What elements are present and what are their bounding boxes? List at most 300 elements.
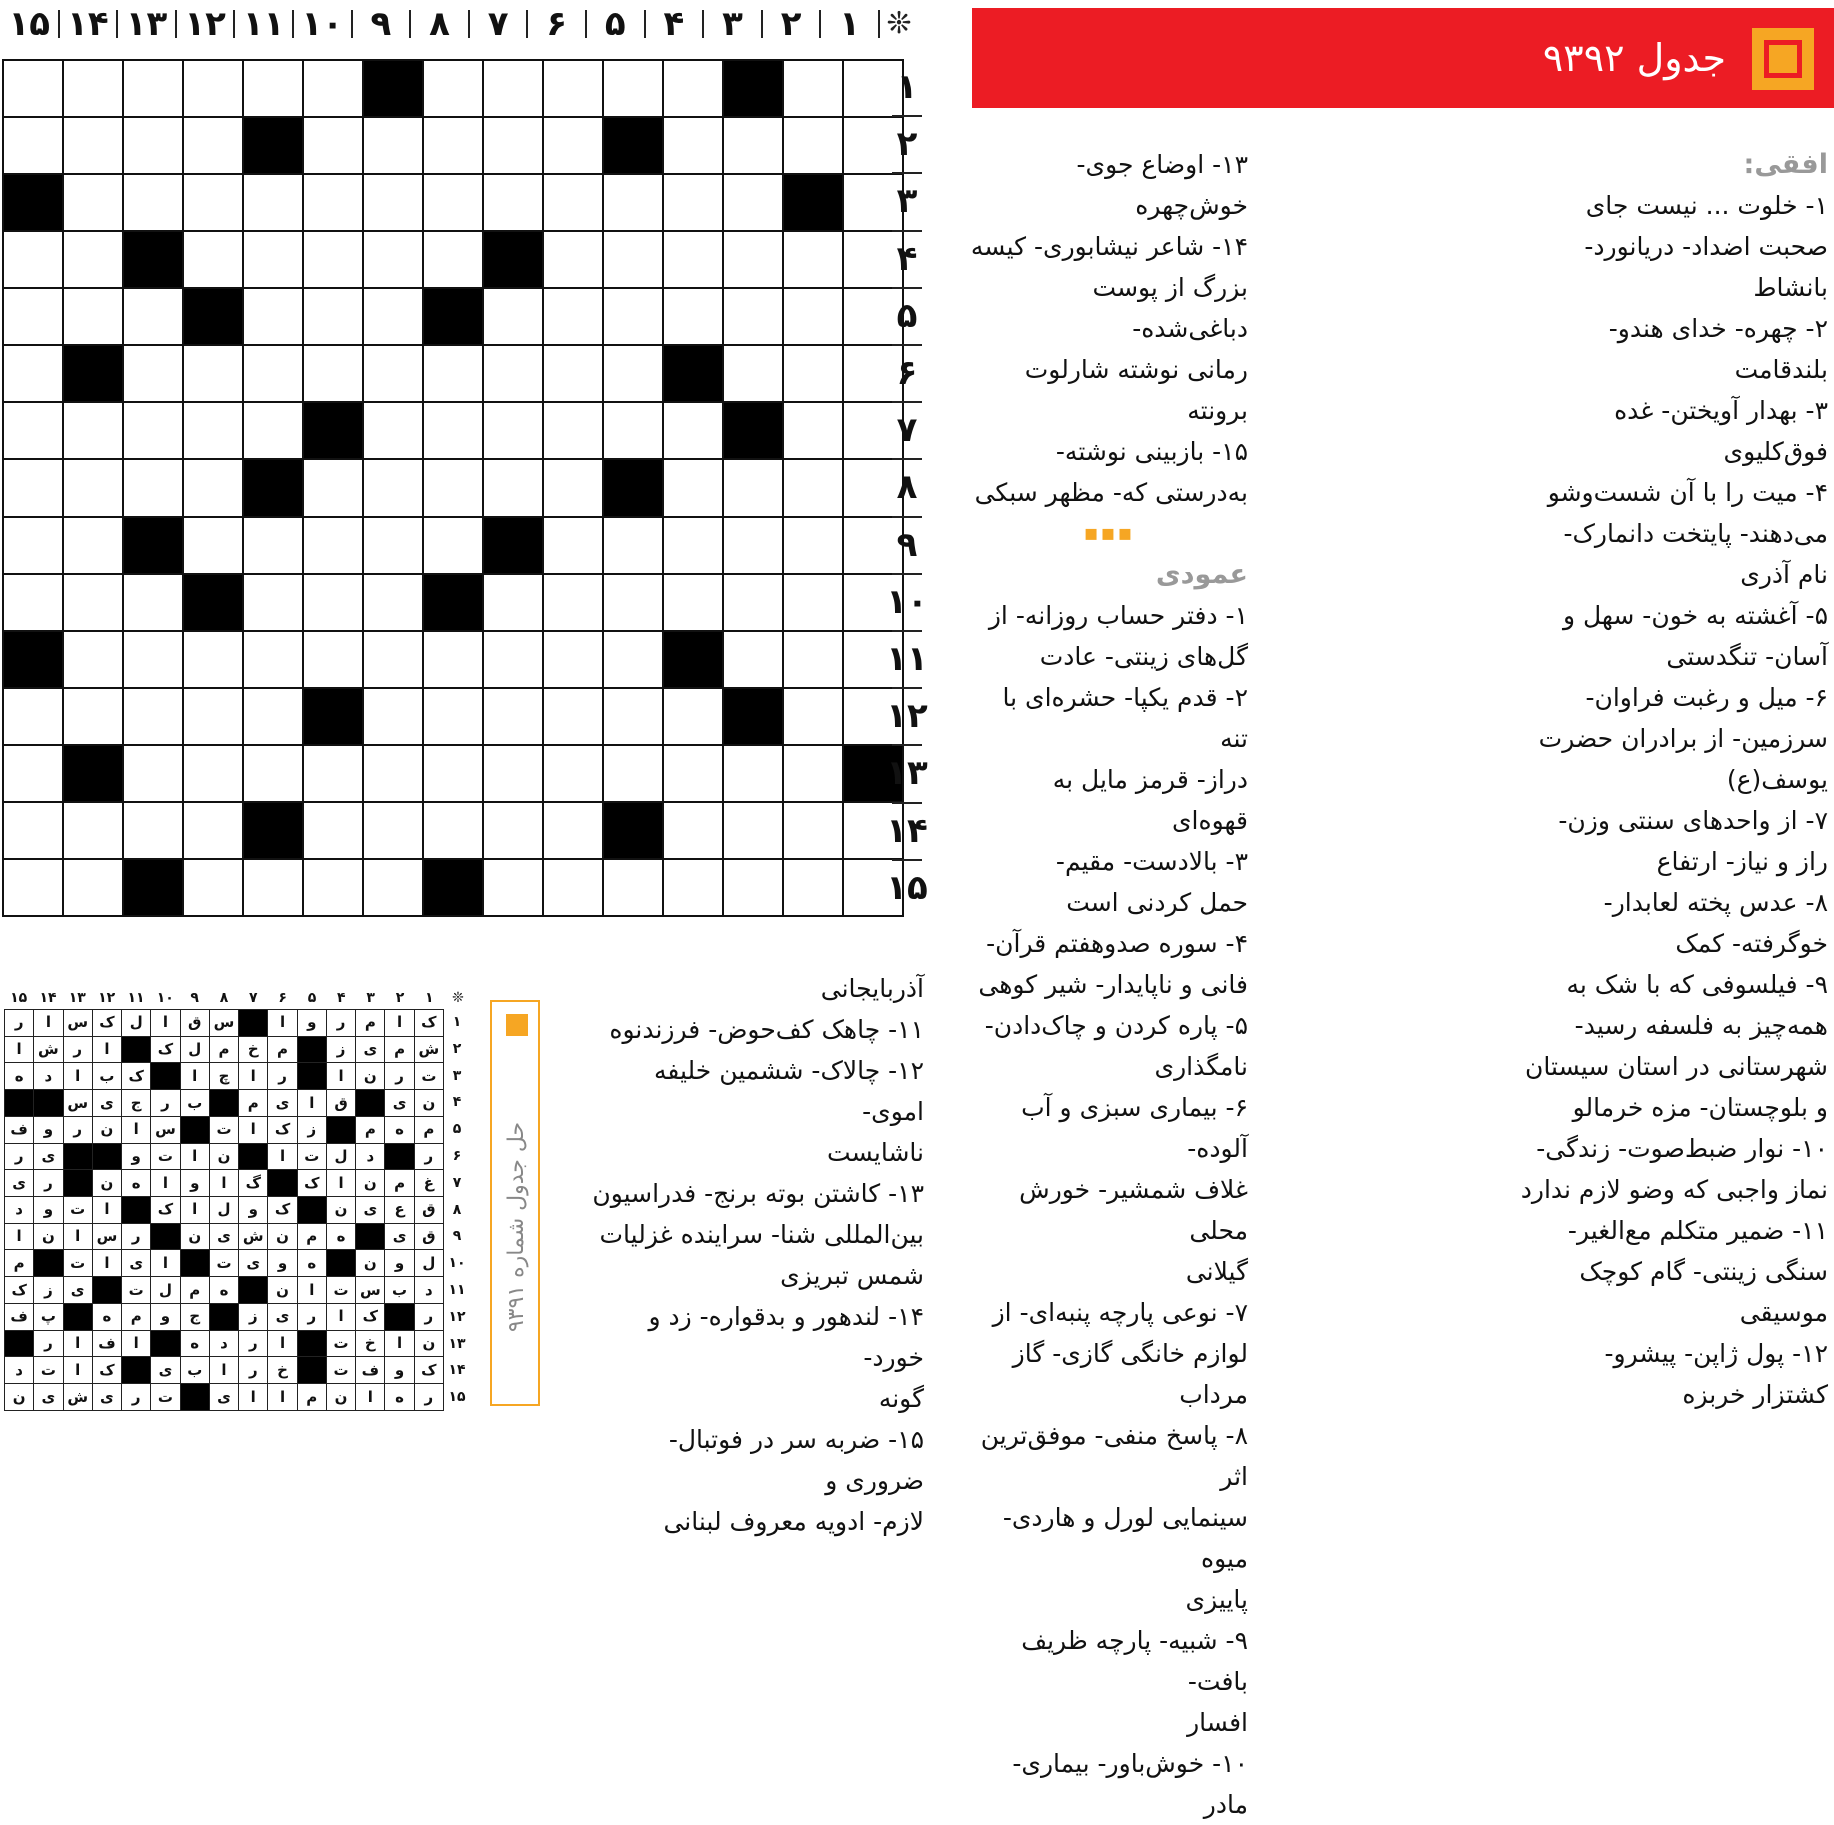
clue-line: دراز- قرمز مایل به قهوه‌ای <box>1052 765 1248 835</box>
solution-cell: و <box>239 1197 268 1224</box>
grid-cell[interactable] <box>363 231 423 288</box>
solution-cell: م <box>356 1116 385 1143</box>
grid-cell[interactable] <box>783 631 843 688</box>
solution-cell: ک <box>268 1116 297 1143</box>
grid-cell[interactable] <box>3 231 63 288</box>
grid-cell[interactable] <box>783 60 843 117</box>
grid-cell[interactable] <box>603 231 663 288</box>
solution-row-number: ۸ <box>452 1201 462 1218</box>
grid-cell[interactable] <box>543 517 603 574</box>
grid-cell[interactable] <box>723 288 783 345</box>
solution-cell: ی <box>5 1170 34 1197</box>
grid-cell[interactable] <box>243 517 303 574</box>
solution-cell: ت <box>63 1250 92 1277</box>
solution-cell: ا <box>268 1384 297 1411</box>
clue-line: حمل کردنی است <box>1066 888 1248 917</box>
grid-cell[interactable] <box>423 60 483 117</box>
grid-cell[interactable] <box>3 402 63 459</box>
grid-cell[interactable] <box>423 517 483 574</box>
grid-cell[interactable] <box>543 345 603 402</box>
clue-line: نماز واجبی که وضو لازم ندارد <box>1520 1175 1828 1204</box>
solution-cell-black <box>180 1116 209 1143</box>
grid-cell[interactable] <box>63 631 123 688</box>
clue-line: گونه <box>878 1384 924 1413</box>
grid-cell[interactable] <box>243 859 303 916</box>
solution-cell: ر <box>122 1384 151 1411</box>
solution-cell: ر <box>414 1303 443 1330</box>
solution-row <box>5 1303 444 1330</box>
grid-cell[interactable] <box>63 517 123 574</box>
solution-cell-black <box>151 1063 180 1090</box>
grid-cell[interactable] <box>603 517 663 574</box>
grid-cell[interactable] <box>243 574 303 631</box>
solution-cell: ن <box>326 1197 355 1224</box>
grid-cell-black <box>423 288 483 345</box>
solution-cell: ن <box>92 1170 121 1197</box>
column-number-header <box>0 0 940 48</box>
clue-line: یوسف(ع) <box>1726 765 1828 794</box>
grid-cell[interactable] <box>63 117 123 174</box>
grid-cell[interactable] <box>123 174 183 231</box>
grid-cell[interactable] <box>543 859 603 916</box>
solution-cell: و <box>151 1303 180 1330</box>
grid-cell[interactable] <box>663 117 723 174</box>
grid-cell[interactable] <box>723 859 783 916</box>
grid-cell[interactable] <box>3 117 63 174</box>
solution-cell: ت <box>151 1143 180 1170</box>
solution-cell: ک <box>5 1277 34 1304</box>
grid-cell[interactable] <box>183 688 243 745</box>
solution-cell: ی <box>356 1197 385 1224</box>
solution-cell: ف <box>92 1330 121 1357</box>
grid-cell[interactable] <box>723 231 783 288</box>
grid-cell[interactable] <box>123 288 183 345</box>
column-number: ۴ <box>663 4 685 44</box>
grid-cell[interactable] <box>63 802 123 859</box>
grid-cell[interactable] <box>183 802 243 859</box>
grid-cell[interactable] <box>543 631 603 688</box>
grid-cell[interactable] <box>63 231 123 288</box>
grid-cell[interactable] <box>363 517 423 574</box>
row-number: ۱۱ <box>886 639 928 679</box>
grid-cell[interactable] <box>723 802 783 859</box>
grid-cell[interactable] <box>603 288 663 345</box>
grid-cell[interactable] <box>63 402 123 459</box>
grid-row <box>3 688 903 745</box>
grid-cell[interactable] <box>303 117 363 174</box>
clue-line: پاییزی <box>1185 1585 1248 1614</box>
grid-cell[interactable] <box>363 859 423 916</box>
clue-line: ۴- میت را با آن شست‌وشو <box>1547 478 1828 507</box>
grid-cell-black <box>603 459 663 516</box>
clue-line: ۱۴- شاعر نیشابوری- کیسه <box>970 232 1248 261</box>
solution-cell: ل <box>180 1036 209 1063</box>
grid-cell[interactable] <box>303 802 363 859</box>
grid-cell[interactable] <box>303 345 363 402</box>
clue-line: ۹- شبیه- پارچه ظریف بافت- <box>1021 1626 1248 1696</box>
solution-cell: ا <box>180 1143 209 1170</box>
grid-cell[interactable] <box>3 802 63 859</box>
grid-cell[interactable] <box>543 459 603 516</box>
grid-cell[interactable] <box>183 459 243 516</box>
solution-cell: ا <box>63 1357 92 1384</box>
grid-cell[interactable] <box>663 859 723 916</box>
solution-cell-black <box>239 1277 268 1304</box>
solution-cell: ر <box>63 1116 92 1143</box>
grid-cell[interactable] <box>363 688 423 745</box>
solution-row <box>5 1250 444 1277</box>
grid-cell[interactable] <box>723 345 783 402</box>
grid-cell[interactable] <box>663 60 723 117</box>
grid-cell[interactable] <box>303 288 363 345</box>
solution-row-number: ۱۰ <box>448 1255 466 1272</box>
grid-cell[interactable] <box>183 231 243 288</box>
grid-cell[interactable] <box>543 802 603 859</box>
clue-line: خوش‌چهره <box>1135 191 1248 220</box>
grid-cell[interactable] <box>3 459 63 516</box>
grid-cell[interactable] <box>483 859 543 916</box>
solution-cell: م <box>414 1116 443 1143</box>
solution-cell: ن <box>92 1116 121 1143</box>
clue-line: گل‌های زینتی- عادت <box>1039 642 1248 671</box>
grid-cell[interactable] <box>303 60 363 117</box>
grid-cell[interactable] <box>123 402 183 459</box>
grid-cell-black <box>723 688 783 745</box>
grid-cell[interactable] <box>183 60 243 117</box>
solution-cell: گ <box>239 1170 268 1197</box>
solution-cell: و <box>297 1010 326 1037</box>
grid-cell[interactable] <box>663 688 723 745</box>
solution-cell: م <box>297 1384 326 1411</box>
solution-cell: ه <box>92 1303 121 1330</box>
grid-cell[interactable] <box>363 402 423 459</box>
grid-cell[interactable] <box>603 688 663 745</box>
grid-cell[interactable] <box>243 231 303 288</box>
grid-cell[interactable] <box>183 517 243 574</box>
solution-cell: ا <box>151 1250 180 1277</box>
grid-cell[interactable] <box>243 631 303 688</box>
solution-cell: و <box>385 1357 414 1384</box>
grid-cell[interactable] <box>123 745 183 802</box>
solution-cell: س <box>209 1010 238 1037</box>
grid-cell[interactable] <box>543 60 603 117</box>
grid-cell[interactable] <box>663 745 723 802</box>
grid-cell[interactable] <box>63 574 123 631</box>
grid-cell[interactable] <box>783 345 843 402</box>
grid-cell[interactable] <box>123 574 183 631</box>
grid-cell[interactable] <box>663 802 723 859</box>
grid-cell[interactable] <box>783 459 843 516</box>
grid-cell[interactable] <box>243 174 303 231</box>
solution-cell: ک <box>268 1197 297 1224</box>
grid-cell[interactable] <box>3 745 63 802</box>
grid-cell[interactable] <box>543 288 603 345</box>
solution-cell-black <box>385 1143 414 1170</box>
grid-cell[interactable] <box>243 288 303 345</box>
grid-cell[interactable] <box>783 231 843 288</box>
grid-cell[interactable] <box>243 402 303 459</box>
grid-cell[interactable] <box>603 745 663 802</box>
grid-cell[interactable] <box>603 60 663 117</box>
grid-cell[interactable] <box>63 688 123 745</box>
solution-cell: ی <box>34 1143 63 1170</box>
grid-cell[interactable] <box>723 745 783 802</box>
solution-cell: ا <box>356 1384 385 1411</box>
grid-cell[interactable] <box>3 574 63 631</box>
solution-row-number: ۹ <box>452 1228 462 1245</box>
grid-cell[interactable] <box>783 517 843 574</box>
grid-cell[interactable] <box>303 231 363 288</box>
solution-row <box>5 1384 444 1411</box>
grid-cell[interactable] <box>303 631 363 688</box>
grid-cell[interactable] <box>3 688 63 745</box>
solution-cell: ا <box>122 1330 151 1357</box>
solution-row <box>5 1090 444 1117</box>
clue-line: ۱۱- ضمیر متکلم مع‌الغیر- <box>1567 1216 1828 1245</box>
column-number: ۱۰ <box>301 4 344 44</box>
clue-line: صحبت اضداد- دریانورد- <box>1584 232 1828 261</box>
grid-cell[interactable] <box>183 745 243 802</box>
solution-cell: و <box>122 1143 151 1170</box>
grid-cell[interactable] <box>783 574 843 631</box>
solution-row <box>5 1277 444 1304</box>
grid-cell[interactable] <box>123 345 183 402</box>
grid-cell[interactable] <box>3 288 63 345</box>
solution-cell: ا <box>92 1036 121 1063</box>
grid-cell-black <box>723 60 783 117</box>
column-number: ۶ <box>546 4 568 44</box>
solution-row-number: ۲ <box>452 1040 462 1057</box>
solution-cell-black <box>151 1223 180 1250</box>
grid-cell[interactable] <box>723 117 783 174</box>
grid-cell[interactable] <box>363 459 423 516</box>
grid-cell[interactable] <box>723 631 783 688</box>
solution-cell: ت <box>326 1357 355 1384</box>
grid-cell[interactable] <box>543 231 603 288</box>
grid-cell[interactable] <box>483 802 543 859</box>
solution-cell-black <box>92 1143 121 1170</box>
grid-cell[interactable] <box>363 117 423 174</box>
grid-cell[interactable] <box>783 117 843 174</box>
grid-cell[interactable] <box>423 231 483 288</box>
grid-cell-black <box>303 402 363 459</box>
grid-cell[interactable] <box>723 574 783 631</box>
solution-column-number: ۵ <box>307 990 317 1006</box>
solution-cell: د <box>5 1357 34 1384</box>
grid-cell[interactable] <box>543 174 603 231</box>
grid-cell[interactable] <box>483 345 543 402</box>
grid-cell[interactable] <box>363 745 423 802</box>
grid-cell[interactable] <box>63 174 123 231</box>
grid-cell[interactable] <box>663 231 723 288</box>
solution-cell: ا <box>326 1063 355 1090</box>
clue-line: ۱۵- بازبینی نوشته- <box>1055 437 1248 466</box>
solution-cell: ر <box>326 1010 355 1037</box>
grid-cell[interactable] <box>123 459 183 516</box>
solution-column-number: ۷ <box>249 990 258 1006</box>
grid-cell[interactable] <box>243 745 303 802</box>
grid-cell[interactable] <box>183 345 243 402</box>
grid-cell[interactable] <box>183 174 243 231</box>
grid-cell[interactable] <box>123 631 183 688</box>
grid-cell[interactable] <box>243 60 303 117</box>
grid-cell[interactable] <box>723 174 783 231</box>
grid-cell[interactable] <box>543 117 603 174</box>
grid-cell[interactable] <box>303 574 363 631</box>
clue-line: فانی و ناپایدار- شیر کوهی <box>978 970 1248 999</box>
grid-cell[interactable] <box>603 174 663 231</box>
grid-cell[interactable] <box>783 859 843 916</box>
grid-cell-black <box>243 802 303 859</box>
title-bar <box>972 8 1834 108</box>
grid-cell[interactable] <box>603 402 663 459</box>
grid-cell[interactable] <box>483 117 543 174</box>
solution-cell: ی <box>268 1303 297 1330</box>
clue-line: گیلانی <box>1185 1257 1248 1286</box>
grid-cell[interactable] <box>483 402 543 459</box>
solution-row <box>5 1197 444 1224</box>
grid-cell[interactable] <box>303 517 363 574</box>
clue-line: آسان- تنگدستی <box>1666 642 1828 671</box>
solution-row <box>5 1170 444 1197</box>
grid-cell[interactable] <box>63 60 123 117</box>
solution-cell: ق <box>414 1197 443 1224</box>
grid-cell[interactable] <box>3 517 63 574</box>
grid-cell[interactable] <box>423 459 483 516</box>
grid-cell[interactable] <box>603 631 663 688</box>
row-number: ۱۴ <box>886 810 928 851</box>
grid-cell[interactable] <box>243 345 303 402</box>
grid-cell[interactable] <box>543 574 603 631</box>
grid-cell[interactable] <box>483 459 543 516</box>
grid-cell[interactable] <box>783 402 843 459</box>
grid-cell-black <box>603 117 663 174</box>
grid-cell[interactable] <box>663 402 723 459</box>
grid-cell[interactable] <box>183 631 243 688</box>
grid-cell[interactable] <box>363 802 423 859</box>
grid-cell[interactable] <box>423 174 483 231</box>
solution-column-number: ۸ <box>219 990 229 1006</box>
solution-cell: ر <box>239 1330 268 1357</box>
grid-cell[interactable] <box>723 459 783 516</box>
grid-cell[interactable] <box>483 574 543 631</box>
solution-cell: ر <box>268 1063 297 1090</box>
solution-cell: ی <box>34 1384 63 1411</box>
solution-cell: د <box>5 1197 34 1224</box>
grid-cell[interactable] <box>483 745 543 802</box>
grid-cell[interactable] <box>543 745 603 802</box>
grid-cell[interactable] <box>363 288 423 345</box>
solution-cell-black <box>356 1090 385 1117</box>
grid-cell[interactable] <box>603 859 663 916</box>
down-clue-list-continued <box>586 968 924 1542</box>
grid-cell[interactable] <box>423 802 483 859</box>
solution-row <box>5 1357 444 1384</box>
solution-cell: ن <box>356 1063 385 1090</box>
grid-cell[interactable] <box>363 574 423 631</box>
grid-cell[interactable] <box>3 345 63 402</box>
grid-cell[interactable] <box>543 402 603 459</box>
grid-cell[interactable] <box>123 802 183 859</box>
grid-cell[interactable] <box>663 459 723 516</box>
clue-line: می‌دهند- پایتخت دانمارک- <box>1563 519 1828 548</box>
row-number: ۵ <box>896 295 918 336</box>
grid-cell[interactable] <box>3 60 63 117</box>
grid-cell[interactable] <box>663 174 723 231</box>
solution-cell: د <box>356 1143 385 1170</box>
across-clues-column <box>1296 144 1828 1415</box>
grid-cell[interactable] <box>423 745 483 802</box>
grid-cell[interactable] <box>423 688 483 745</box>
column-number: ۲ <box>780 4 802 44</box>
grid-cell[interactable] <box>63 459 123 516</box>
grid-cell[interactable] <box>183 117 243 174</box>
grid-cell[interactable] <box>123 60 183 117</box>
grid-cell[interactable] <box>483 631 543 688</box>
grid-cell[interactable] <box>363 174 423 231</box>
grid-cell[interactable] <box>363 631 423 688</box>
grid-cell[interactable] <box>123 117 183 174</box>
solution-column-number: ۱۳ <box>68 990 86 1006</box>
solution-cell: ر <box>151 1090 180 1117</box>
row-number: ۱۵ <box>886 867 928 908</box>
grid-cell[interactable] <box>483 174 543 231</box>
clue-line: فوق‌کلیوی <box>1723 437 1828 466</box>
grid-cell[interactable] <box>423 631 483 688</box>
grid-cell[interactable] <box>183 402 243 459</box>
grid-cell[interactable] <box>663 517 723 574</box>
grid-cell[interactable] <box>603 574 663 631</box>
grid-cell[interactable] <box>783 688 843 745</box>
grid-cell[interactable] <box>303 859 363 916</box>
grid-cell[interactable] <box>3 859 63 916</box>
grid-cell[interactable] <box>303 459 363 516</box>
grid-cell[interactable] <box>783 288 843 345</box>
row-number: ۸ <box>896 467 918 508</box>
grid-cell[interactable] <box>723 517 783 574</box>
grid-cell[interactable] <box>63 859 123 916</box>
grid-cell[interactable] <box>783 802 843 859</box>
grid-cell[interactable] <box>483 60 543 117</box>
grid-cell[interactable] <box>783 745 843 802</box>
solution-cell: ا <box>92 1197 121 1224</box>
grid-cell[interactable] <box>423 402 483 459</box>
solution-cell-black <box>209 1303 238 1330</box>
solution-cell: ن <box>356 1250 385 1277</box>
grid-cell[interactable] <box>183 859 243 916</box>
grid-cell[interactable] <box>303 745 363 802</box>
grid-cell[interactable] <box>303 174 363 231</box>
clue-line: ۷- نوعی پارچه پنبه‌ای- از <box>992 1298 1248 1327</box>
grid-cell[interactable] <box>483 288 543 345</box>
grid-cell[interactable] <box>603 345 663 402</box>
grid-cell[interactable] <box>483 688 543 745</box>
grid-cell[interactable] <box>663 288 723 345</box>
grid-cell[interactable] <box>123 688 183 745</box>
clue-line: ۱۰- نوار ضبط‌صوت- زندگی- <box>1536 1134 1828 1163</box>
grid-cell[interactable] <box>363 345 423 402</box>
solution-cell: ق <box>414 1223 443 1250</box>
solution-cell: ی <box>356 1036 385 1063</box>
grid-cell[interactable] <box>243 688 303 745</box>
solution-column-number: ۳ <box>366 990 375 1006</box>
grid-cell[interactable] <box>63 288 123 345</box>
grid-cell[interactable] <box>423 117 483 174</box>
grid-cell[interactable] <box>423 345 483 402</box>
grid-cell[interactable] <box>543 688 603 745</box>
grid-cell[interactable] <box>663 574 723 631</box>
row-number: ۱۲ <box>886 696 928 737</box>
